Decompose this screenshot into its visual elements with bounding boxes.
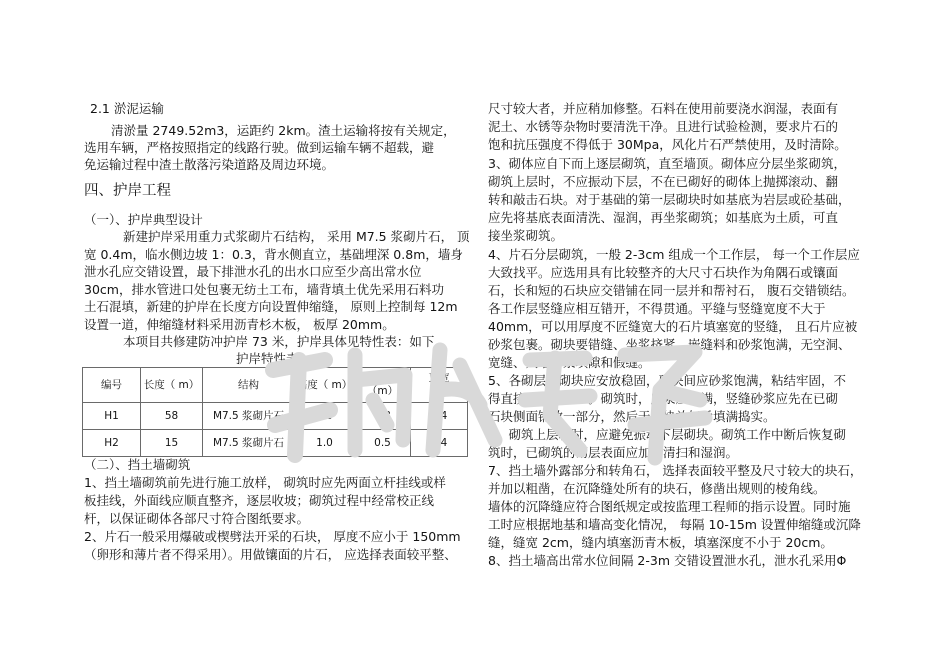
cell-height: 2.0	[295, 403, 355, 430]
paragraph-line: 7、挡土墙外露部分和转角石， 选择表面较平整及尺寸较大的块石，	[488, 463, 863, 478]
paragraph-line: 工时应根据地基和墙高变化情况， 每隔 10-15m 设置伸缩缝或沉降	[488, 517, 861, 532]
table-caption: 护岸特性表	[236, 351, 299, 366]
paragraph-line: 40mm，可以用厚度不匠缝宽大的石片填塞宽的竖缝， 且石片应被	[488, 319, 858, 334]
header-length: 长度（ m）	[141, 368, 203, 403]
paragraph-line: 新建护岸采用重力式浆砌片石结构， 采用 M7.5 浆砌片石， 顶	[123, 229, 470, 244]
cell-structure: M7.5 浆砌片石	[203, 403, 295, 430]
paragraph-line: 各工作层竖缝应相互错开，不得贯通。平缝与竖缝宽度不大于	[488, 301, 826, 316]
header-id: 编号	[83, 368, 141, 403]
header-structure: 结构	[203, 368, 295, 403]
cell-top-width: 0.4	[411, 403, 468, 430]
paragraph-line: 宽缝、大堆砂浆填隙和假缝。	[488, 355, 651, 370]
paragraph-line: 应先将基底表面清洗、湿润，再坐浆砌筑；如基底为土质，可直	[488, 210, 839, 225]
table-header-row	[83, 368, 468, 403]
paragraph-line: 宽 0.4m，临水侧边坡 1：0.3，背水侧直立，基础埋深 0.8m，墙身	[84, 247, 463, 262]
paragraph-line: 2、片石一般采用爆破或楔劈法开采的石块， 厚度不应小于 150mm	[84, 529, 461, 544]
paragraph-line: 8、挡土墙高出常水位间隔 2-3m 交错设置泄水孔，泄水孔采用Φ	[488, 553, 847, 568]
paragraph-line: 3、砌体应自下而上逐层砌筑，直至墙顶。砌体应分层坐浆砌筑，	[488, 156, 846, 171]
paragraph-line: 墙体的沉降缝应符合图纸规定或按监理工程师的指示设置。同时施	[488, 499, 851, 514]
revetment-spec-table	[82, 367, 468, 457]
paragraph-line: 得直接贴靠或脱空。砌筑时，底浆应铺满，竖缝砂浆应先在已砌	[488, 391, 839, 406]
section-title-2-1: 2.1 淤泥运输	[90, 101, 164, 116]
cell-top-width: 0.4	[411, 430, 468, 457]
paragraph-line: 筑时，已砌筑的砌层表面应加以清扫和湿润。	[488, 445, 739, 460]
cell-foundation: 0.8	[355, 403, 411, 430]
paragraph-line: 6、砌筑上层块时，应避免振动下层砌块。砌筑工作中断后恢复砌	[488, 427, 846, 442]
paragraph-line: （卵形和薄片者不得采用）。用做镶面的片石， 应选择表面较平整、	[84, 547, 457, 562]
paragraph-line: 土石混填，新建的护岸在长度方向设置伸缩缝， 原则上控制每 12m	[84, 299, 458, 314]
paragraph-line: 4、片石分层砌筑，一般 2-3cm 组成一个工作层， 每一个工作层应	[488, 247, 860, 262]
paragraph-line: 石，长和短的石块应交错铺在同一层并和帮衬石， 腹石交错锁结。	[488, 283, 855, 298]
paragraph-line: 泄水孔应交错设置，最下排泄水孔的出水口应至少高出常水位	[84, 264, 422, 279]
paragraph-line: 免运输过程中渣土散落污染道路及周边环境。	[84, 157, 335, 172]
paragraph-line: 接坐浆砌筑。	[488, 228, 564, 243]
paragraph-line: 砌筑上层时，不应振动下层，不在已砌好的砌体上抛掷滚动、翻	[488, 174, 839, 189]
paragraph-line: 设置一道，伸缩缝材料采用沥青杉木板， 板厚 20mm。	[84, 317, 395, 332]
cell-length: 15	[141, 430, 203, 457]
paragraph-line: 1、挡土墙砌筑前先进行施工放样， 砌筑时应先两面立杆挂线或样	[84, 475, 446, 490]
header-foundation: 基础 （m）	[355, 368, 411, 403]
header-height: 高度（ m）	[295, 368, 355, 403]
table-row	[83, 403, 468, 430]
paragraph-line: 转和敲击石块。对于基础的第一层砌块时如基底为岩层或砼基础，	[488, 192, 851, 207]
paragraph-line: 尺寸较大者，并应稍加修整。石料在使用前要浇水润湿，表面有	[488, 101, 839, 116]
cell-foundation: 0.5	[355, 430, 411, 457]
chapter-heading: 四、护岸工程	[84, 183, 171, 199]
paragraph-line: 缝，缝宽 2cm，缝内填塞沥青木板，填塞深度不小于 20cm。	[488, 535, 833, 550]
table-row	[83, 430, 468, 457]
paragraph-line: 板挂线，外面线应顺直整齐，逐层收坡；砌筑过程中经常校正线	[84, 493, 435, 508]
cell-id: H2	[83, 430, 141, 457]
paragraph-line: 5、各砌层的砌块应安放稳固，砌块间应砂浆饱满，粘结牢固，不	[488, 373, 846, 388]
paragraph-line: 本项目共修建防冲护岸 73 米，护岸具体见特性表：如下	[123, 334, 435, 349]
paragraph-line: 饱和抗压强度不得低于 30Mpa，风化片石严禁使用，及时清除。	[488, 137, 847, 152]
paragraph-line: 石块侧面铺放一部分，然后于石块放好后填满捣实。	[488, 409, 776, 424]
paragraph-line: 泥土、水锈等杂物时要清洗干净。且进行试验检测，要求片石的	[488, 119, 839, 134]
paragraph-line: 30cm，排水管进口处包裹无纺土工布，墙背填土优先采用石料功	[84, 282, 444, 297]
paragraph-line: 并加以粗凿，在沉降缝处所有的块石，修凿出规则的棱角线。	[488, 481, 826, 496]
paragraph-line: 杆，以保证砌体各部尺寸符合图纸要求。	[84, 511, 310, 526]
cell-id: H1	[83, 403, 141, 430]
cell-length: 58	[141, 403, 203, 430]
paragraph-line: 大致找平。应选用具有比较整齐的大尺寸石块作为角隅石或镶面	[488, 265, 839, 280]
paragraph-line: 选用车辆，严格按照指定的线路行驶。做到运输车辆不超载，避	[84, 140, 435, 155]
cell-height: 1.0	[295, 430, 355, 457]
subsection-heading: （一）、护岸典型设计	[84, 212, 203, 227]
paragraph-line: 砂浆包裹。砌块要错缝、坐浆挤紧、嵌缝料和砂浆饱满，无空洞、	[488, 337, 851, 352]
cell-structure: M7.5 浆砌片石	[203, 430, 295, 457]
header-top-width: 顶宽 （m）	[411, 368, 468, 403]
paragraph-line: 清淤量 2749.52m3，运距约 2km。渣土运输将按有关规定，	[111, 123, 456, 138]
subsection-heading: （二）、挡土墙砌筑	[84, 457, 191, 472]
